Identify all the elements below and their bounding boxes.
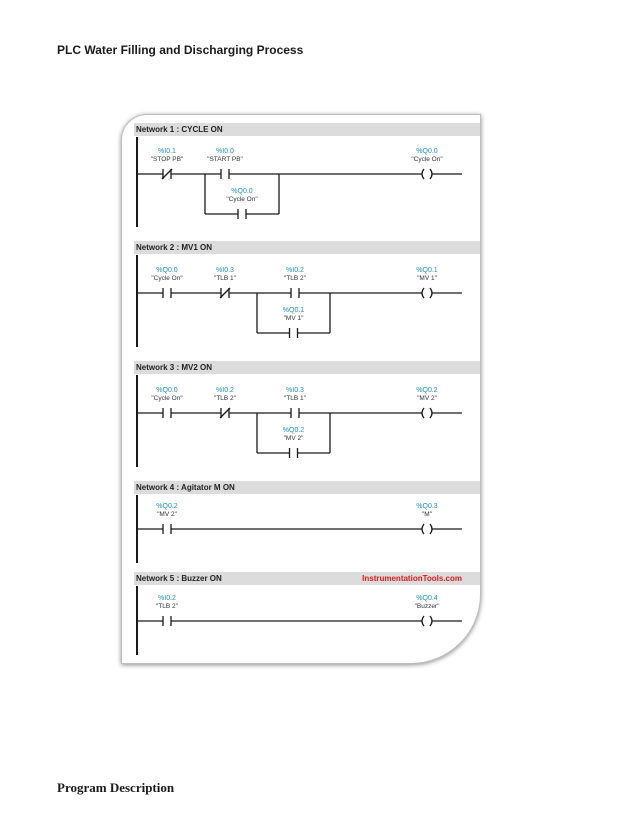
network-3-coil-address: %Q0.2 xyxy=(416,387,438,394)
network-3-branch-tag: "MV 2" xyxy=(283,435,304,442)
document-footer: Program Description xyxy=(57,780,175,795)
network-2-coil-right-arc xyxy=(430,288,432,298)
document-title: PLC Water Filling and Discharging Process xyxy=(57,43,304,57)
ladder-rungs xyxy=(122,115,480,663)
network-2-coil-address: %Q0.1 xyxy=(416,267,438,274)
network-1-contact-1-address: %I0.1 xyxy=(158,148,176,155)
network-2-contact-3-tag: "TLB 2" xyxy=(284,275,306,282)
ladder-diagram xyxy=(121,114,481,664)
network-4-coil-address: %Q0.3 xyxy=(416,503,438,510)
network-4-coil-tag: "M" xyxy=(421,511,433,518)
network-1-contact-2-tag: "START PB" xyxy=(207,156,243,163)
network-1-branch-tag: "Cycle On" xyxy=(226,196,258,203)
network-5-contact-1-tag: "TLB 2" xyxy=(156,603,178,610)
network-5-coil-address: %Q0.4 xyxy=(416,595,438,602)
network-1-coil-right-arc xyxy=(430,169,432,179)
network-2-contact-2-tag: "TLB 1" xyxy=(214,275,236,282)
network-1-contact-2-address: %I0.0 xyxy=(216,148,234,155)
network-2-contact-1-address: %Q0.0 xyxy=(156,267,178,274)
network-4-contact-1-address: %Q0.2 xyxy=(156,503,178,510)
network-3-contact-2-address: %I0.2 xyxy=(216,387,234,394)
network-1-contact-1-tag: "STOP PB" xyxy=(150,156,184,163)
network-1-header: Network 1 : CYCLE ON xyxy=(134,123,480,136)
network-1-coil-left-arc xyxy=(422,169,424,179)
network-3-coil-right-arc xyxy=(430,408,432,418)
watermark: InstrumentationTools.com xyxy=(362,574,462,583)
network-3-contact-1-address: %Q0.0 xyxy=(156,387,178,394)
network-2-branch-tag: "MV 1" xyxy=(283,315,304,322)
network-3-contact-2-tag: "TLB 2" xyxy=(214,395,236,402)
network-4-coil-left-arc xyxy=(422,524,424,534)
network-5-coil-tag: "Buzzer" xyxy=(414,603,440,610)
network-2-coil-tag: "MV 1" xyxy=(417,275,437,282)
network-2-contact-1-tag: "Cycle On" xyxy=(151,275,183,282)
network-4-coil-right-arc xyxy=(430,524,432,534)
network-4-header: Network 4 : Agitator M ON xyxy=(134,481,480,494)
network-5-title: Network 5 : Buzzer ON xyxy=(136,574,222,583)
network-3-header: Network 3 : MV2 ON xyxy=(134,361,480,374)
network-5-contact-1-address: %I0.2 xyxy=(158,595,176,602)
network-5-coil-right-arc xyxy=(430,616,432,626)
network-3-contact-1-tag: "Cycle On" xyxy=(151,395,183,402)
network-2-contact-3-address: %I0.2 xyxy=(286,267,304,274)
network-3-coil-left-arc xyxy=(422,408,424,418)
network-1-coil-tag: "Cycle On" xyxy=(411,156,443,163)
network-3-coil-tag: "MV 2" xyxy=(417,395,437,402)
network-1-coil-address: %Q0.0 xyxy=(416,148,438,155)
network-4-contact-1-tag: "MV 2" xyxy=(157,511,177,518)
network-2-branch-address: %Q0.1 xyxy=(282,307,305,314)
network-1-branch-address: %Q0.0 xyxy=(231,188,253,195)
network-3-contact-3-tag: "TLB 1" xyxy=(284,395,306,402)
network-3-contact-3-address: %I0.3 xyxy=(286,387,304,394)
network-2-header: Network 2 : MV1 ON xyxy=(134,241,480,254)
network-3-branch-address: %Q0.2 xyxy=(282,427,305,434)
network-5-coil-left-arc xyxy=(422,616,424,626)
network-2-coil-left-arc xyxy=(422,288,424,298)
network-2-contact-2-address: %I0.3 xyxy=(216,267,234,274)
